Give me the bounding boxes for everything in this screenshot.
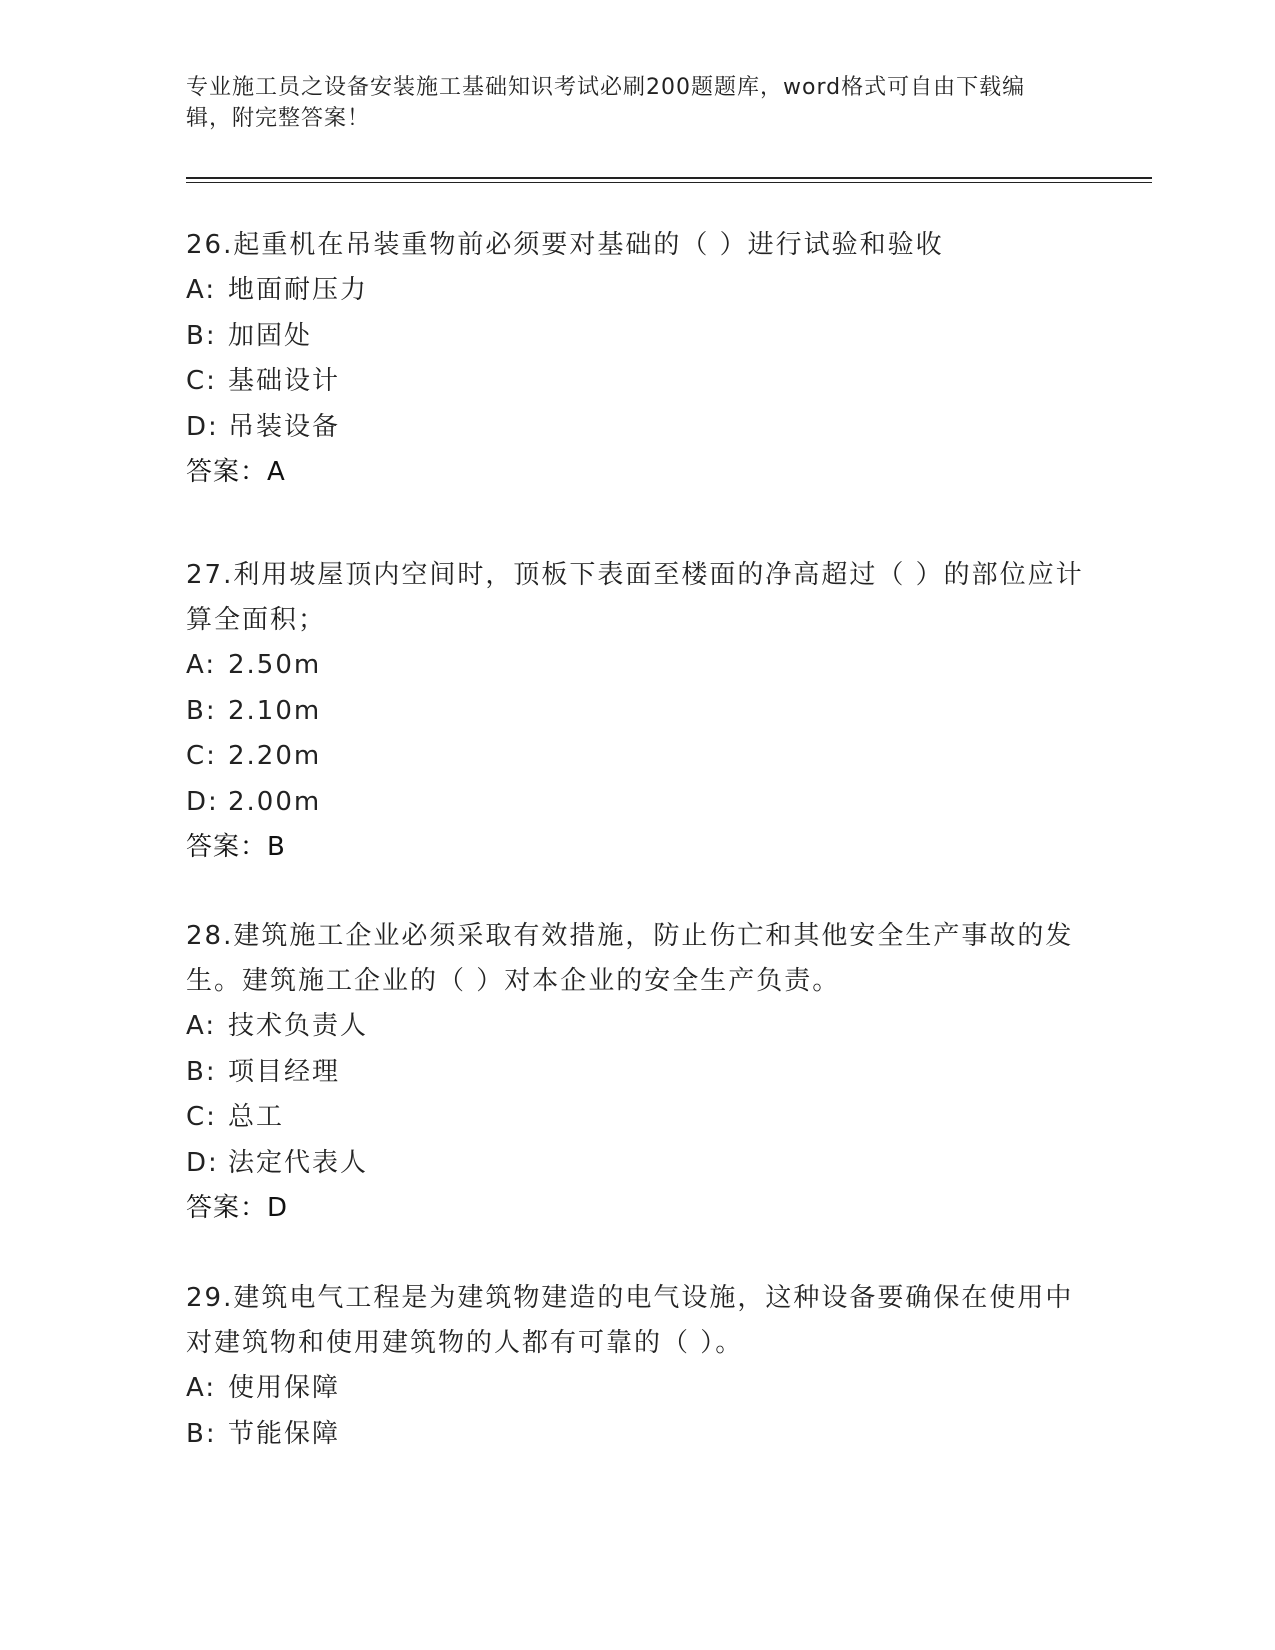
option-key: B: — [186, 695, 217, 726]
question-stem: 29.建筑电气工程是为建筑物建造的电气设施，这种设备要确保在使用中对建筑物和使用建筑物的人都有可靠的（ ）。 — [186, 1283, 1074, 1358]
answer: 答案：B — [186, 832, 286, 862]
option-text: 吊装设备 — [228, 411, 341, 442]
option-text: 2.10m — [228, 695, 322, 726]
option-key: B: — [186, 320, 217, 351]
option-b — [186, 1050, 1086, 1096]
question-29 — [186, 1276, 1086, 1457]
option-text: 地面耐压力 — [228, 275, 369, 305]
option-c — [186, 359, 1086, 405]
option-key: D: — [186, 1147, 219, 1178]
option-text: 使用保障 — [228, 1373, 341, 1403]
document-header: 专业施工员之设备安装施工基础知识考试必刷200题题库，word格式可自由下载编辑，附完整答案！ — [186, 75, 1026, 131]
question-stem: 26.起重机在吊装重物前必须要对基础的（ ）进行试验和验收 — [186, 230, 944, 260]
option-text: 基础设计 — [228, 366, 341, 396]
question-27 — [186, 553, 1086, 870]
option-key: A: — [186, 1011, 217, 1041]
option-key: A: — [186, 275, 217, 305]
option-key: A: — [186, 1373, 217, 1403]
option-a — [186, 643, 1086, 689]
answer: 答案：D — [186, 1193, 289, 1223]
option-text: 加固处 — [228, 320, 313, 351]
option-d — [186, 1141, 1086, 1187]
option-text: 2.00m — [228, 786, 322, 817]
header-divider-thick — [186, 177, 1152, 179]
option-text: 2.20m — [228, 741, 322, 771]
option-text: 法定代表人 — [228, 1147, 369, 1178]
option-key: B: — [186, 1418, 217, 1449]
option-text: 节能保障 — [228, 1418, 341, 1449]
option-b — [186, 1412, 1086, 1458]
option-d — [186, 780, 1086, 826]
option-a — [186, 1004, 1086, 1050]
answer: 答案：A — [186, 457, 286, 487]
option-d — [186, 405, 1086, 451]
option-key: C: — [186, 741, 217, 771]
option-key: C: — [186, 366, 217, 396]
option-text: 总工 — [228, 1102, 285, 1132]
option-b — [186, 314, 1086, 360]
option-key: C: — [186, 1102, 217, 1132]
question-stem: 27.利用坡屋顶内空间时，顶板下表面至楼面的净高超过（ ）的部位应计算全面积； — [186, 560, 1084, 635]
option-text: 2.50m — [228, 650, 322, 680]
option-text: 技术负责人 — [228, 1011, 369, 1041]
option-text: 项目经理 — [228, 1056, 341, 1087]
option-key: B: — [186, 1056, 217, 1087]
option-a — [186, 268, 1086, 314]
question-28 — [186, 914, 1086, 1231]
option-c — [186, 734, 1086, 780]
header-divider-thin — [186, 182, 1152, 183]
question-stem: 28.建筑施工企业必须采取有效措施，防止伤亡和其他安全生产事故的发生。建筑施工企业的（ ）对本企业的安全生产负责。 — [186, 921, 1074, 996]
option-key: A: — [186, 650, 217, 680]
option-a — [186, 1366, 1086, 1412]
question-26 — [186, 223, 1086, 495]
option-c — [186, 1095, 1086, 1141]
option-key: D: — [186, 411, 219, 442]
option-key: D: — [186, 786, 219, 817]
option-b — [186, 689, 1086, 735]
